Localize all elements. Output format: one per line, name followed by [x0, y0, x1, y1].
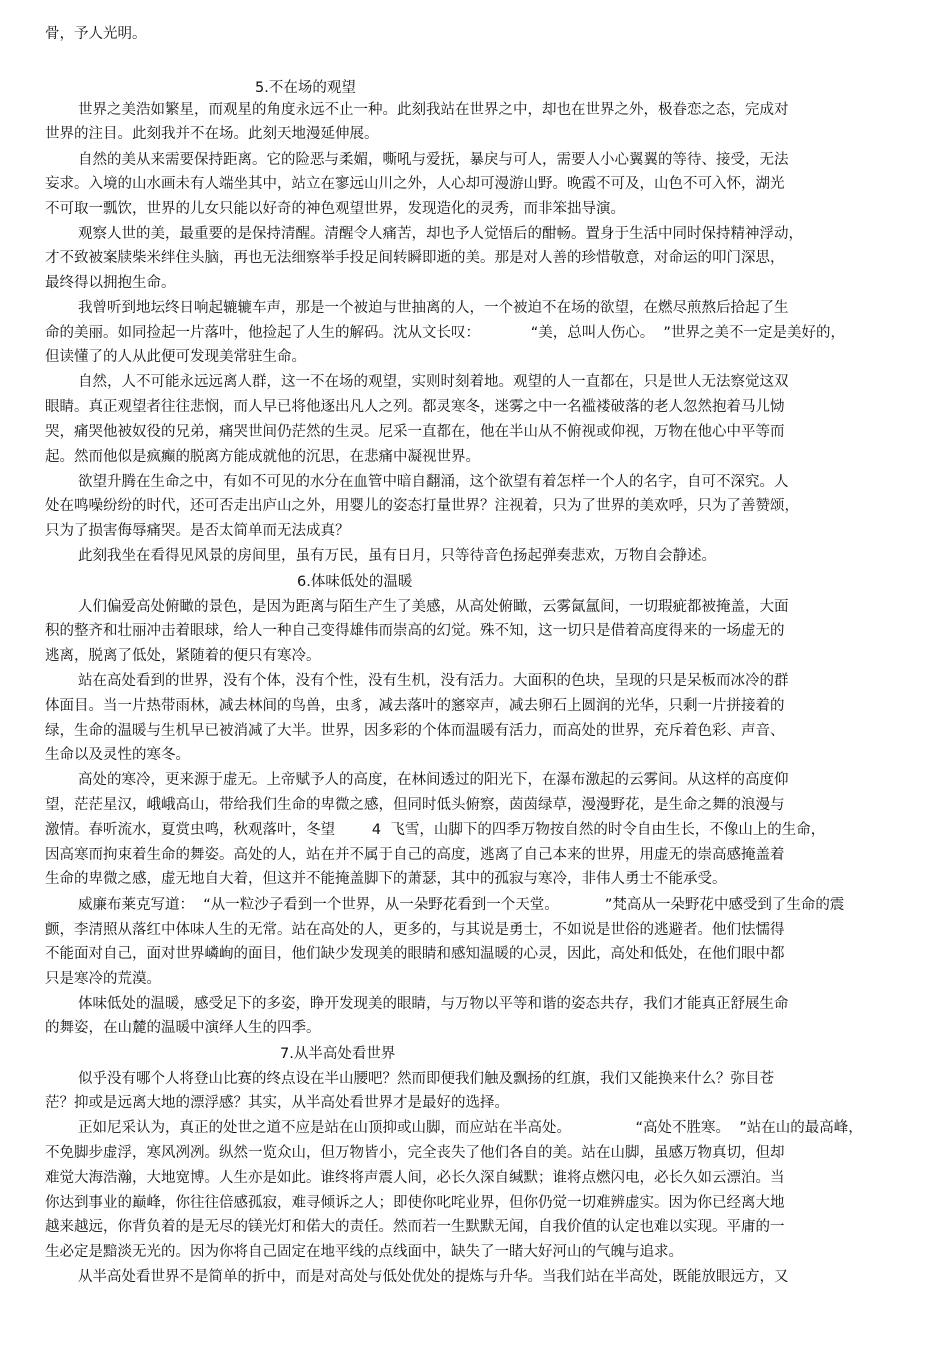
text-line: 望，茫茫星汉，峨峨高山，带给我们生命的卑微之感，但同时低头俯察，茵茵绿草，漫漫野花，是生命之舞的浪漫与 [45, 797, 785, 813]
text-line: 自然的美从来需要保持距离。它的险恶与柔媚，嘶吼与爱抚，暴戾与可人，需要人小心翼翼的等待、接受，无法 [78, 152, 789, 168]
text-line: 妄求。入境的山水画未有人端坐其中，站立在寥远山川之外，人心却可漫游山野。晚霞不可及，山色不可入怀，湖光 [45, 176, 785, 192]
text-line: 不免脚步虚浮，寒风冽冽。纵然一览众山，但万物皆小，完全丧失了他们各自的美。站在山脚，虽感万物真切，但却 [45, 1145, 785, 1161]
text-line: 自然，人不可能永远远离人群，这一不在场的观望，实则时刻着地。观望的人一直都在，只是世人无法察觉这双 [78, 374, 789, 390]
text-line: 生命以及灵性的寒冬。 [45, 747, 190, 763]
text-line: 观察人世的美，最重要的是保持清醒。清醒令人痛苦，却也予人觉悟后的酣畅。置身于生活中同时保持精神浮动， [78, 226, 803, 242]
text-line: 积的整齐和壮丽冲击着眼球，给人一种自己变得雄伟而崇高的幻觉。殊不知，这一切只是借着高度得来的一场虚无的 [45, 623, 785, 639]
text-line: 激情。春听流水，夏赏虫鸣，秋观落叶，冬望 4 飞雪，山脚下的四季万物按自然的时令自由生长，不像山上的生命， [45, 822, 826, 838]
text-line: 颤，李清照从落红中体味人生的无常。站在高处的人，更多的，与其说是勇士，不如说是世俗的逃避者。他们怯懦得 [45, 922, 785, 938]
text-line: 世界之美浩如繁星，而观星的角度永远不止一种。此刻我站在世界之中，却也在世界之外，极眷恋之态，完成对 [78, 102, 789, 118]
text-line: 处在鸣噪纷纷的时代，还可否走出庐山之外，用婴儿的姿态打量世界？注视着，只为了世界的美欢呼，只为了善赞颂， [45, 498, 799, 514]
text-line: 不能面对自己，面对世界嶙峋的面目，他们缺少发现美的眼睛和感知温暖的心灵，因此，高处和低处，在他们眼中都 [45, 946, 785, 962]
text-line: 逃离，脱离了低处，紧随着的便只有寒冷。 [45, 648, 321, 664]
section-heading: 6.体味低处的温暖 [297, 574, 413, 590]
text-line: 绿，生命的温暖与生机早已被消减了大半。世界，因多彩的个体而温暖有活力，而高处的世界，充斥着色彩、声音、 [45, 723, 785, 739]
text-line: 难觉大海浩瀚，大地宽博。人生亦是如此。谁终将声震人间，必长久深自缄默；谁将点燃闪电，必长久如云漂泊。当 [45, 1170, 785, 1186]
text-line: 越来越远，你背负着的是无尽的镁光灯和偌大的责任。然而若一生默默无闻，自我价值的认定也难以实现。平庸的一 [45, 1219, 785, 1235]
text-line: 生必定是黯淡无光的。因为你将自己固定在地平线的点线面中，缺失了一睹大好河山的气魄与追求。 [45, 1244, 683, 1260]
text-line: 似乎没有哪个人将登山比赛的终点设在半山腰吧？然而即便我们触及飘扬的红旗，我们又能换来什么？弥目苍 [78, 1071, 774, 1087]
text-line: 只是寒冷的荒漠。 [45, 971, 161, 987]
text-line: 但读懂了的人从此便可发现美常驻生命。 [45, 349, 306, 365]
text-line: 此刻我坐在看得见风景的房间里，虽有万民，虽有日月，只等待音色扬起弹奏悲欢，万物自会静述。 [78, 548, 716, 564]
text-line: 体面目。当一片热带雨林，减去林间的鸟兽，虫豸，减去落叶的窸窣声，减去卵石上圆润的光华，只剩一片拼接着的 [45, 698, 785, 714]
text-line: 高处的寒冷，更来源于虚无。上帝赋予人的高度，在林间透过的阳光下，在瀑布激起的云雾间。从这样的高度仰 [78, 772, 789, 788]
text-line: 正如尼采认为，真正的处世之道不应是站在山顶抑或山脚，而应站在半高处。 “高处不胜寒。 ”站在山的最高峰， [78, 1120, 863, 1136]
text-line: 从半高处看世界不是简单的折中，而是对高处与低处优处的提炼与升华。当我们站在半高处，既能放眼远方，又 [78, 1269, 789, 1285]
text-line: 才不致被案牍柴米绊住头脑，再也无法细察举手投足间转瞬即逝的美。那是对人善的珍惜敬意，对命运的叩门深思， [45, 250, 785, 266]
text-line: 命的美丽。如同捡起一片落叶，他捡起了人生的解码。沈从文长叹： “美，总叫人伤心。 ”世界之美不一定是美好的， [45, 325, 845, 341]
text-line: 骨，予人光明。 [45, 26, 147, 42]
text-line: 站在高处看到的世界，没有个体，没有个性，没有生机，没有活力。大面积的色块，呈现的只是呆板而冰冷的群 [78, 673, 789, 689]
text-line: 茫？抑或是远离大地的漂浮感？其实，从半高处看世界才是最好的选择。 [45, 1095, 509, 1111]
text-line: 因高寒而拘束着生命的舞姿。高处的人，站在并不属于自己的高度，逃离了自己本来的世界，用虚无的崇高感掩盖着 [45, 847, 785, 863]
text-line: 不可取一瓢饮，世界的儿女只能以好奇的神色观望世界，发现造化的灵秀，而非笨拙导演。 [45, 201, 625, 217]
text-line: 世界的注目。此刻我并不在场。此刻天地漫延伸展。 [45, 126, 379, 142]
text-line: 你达到事业的巅峰，你往往倍感孤寂，难寻倾诉之人；即使你叱咤业界，但你仍觉一切难辨虚实。因为你已经离大地 [45, 1195, 785, 1211]
text-line: 体味低处的温暖，感受足下的多姿，睁开发现美的眼睛，与万物以平等和谐的姿态共存，我们才能真正舒展生命 [78, 996, 789, 1012]
text-line: 威廉布莱克写道： “从一粒沙子看到一个世界，从一朵野花看到一个天堂。 ”梵高从一朵野花中感受到了生命的震 [78, 897, 845, 913]
text-line: 的舞姿，在山麓的温暖中演绎人生的四季。 [45, 1020, 321, 1036]
text-line: 欲望升腾在生命之中，有如不可见的水分在血管中暗自翻涌，这个欲望有着怎样一个人的名字，自可不深究。人 [78, 474, 789, 490]
text-line: 只为了损害侮辱痛哭。是否太简单而无法成真？ [45, 523, 350, 539]
text-line: 哭，痛哭他被奴役的兄弟，痛哭世间仍茫然的生灵。尼采一直都在，他在半山从不俯视或仰视，万物在他心中平等而 [45, 424, 785, 440]
text-line: 生命的卑微之感，虚无地自大着，但这并不能掩盖脚下的萧瑟，其中的孤寂与寒冷，非伟人勇士不能承受。 [45, 871, 727, 887]
text-line: 我曾听到地坛终日响起辘辘车声，那是一个被迫与世抽离的人，一个被迫不在场的欲望，在燃尽煎熬后拾起了生 [78, 300, 789, 316]
text-line: 最终得以拥抱生命。 [45, 275, 176, 291]
text-line: 眼睛。真正观望者往往悲悯，而人早已将他逐出凡人之列。都灵寒冬，迷雾之中一名褴褛破落的老人忽然抱着马儿恸 [45, 399, 785, 415]
section-heading: 5.不在场的观望 [255, 80, 356, 96]
text-line: 起。然而他似是疯癫的脱离方能成就他的沉思，在悲痛中凝视世界。 [45, 449, 480, 465]
section-heading: 7.从半高处看世界 [280, 1046, 396, 1062]
text-line: 人们偏爱高处俯瞰的景色，是因为距离与陌生产生了美感，从高处俯瞰，云雾氤氲间，一切瑕疵都被掩盖，大面 [78, 599, 789, 615]
